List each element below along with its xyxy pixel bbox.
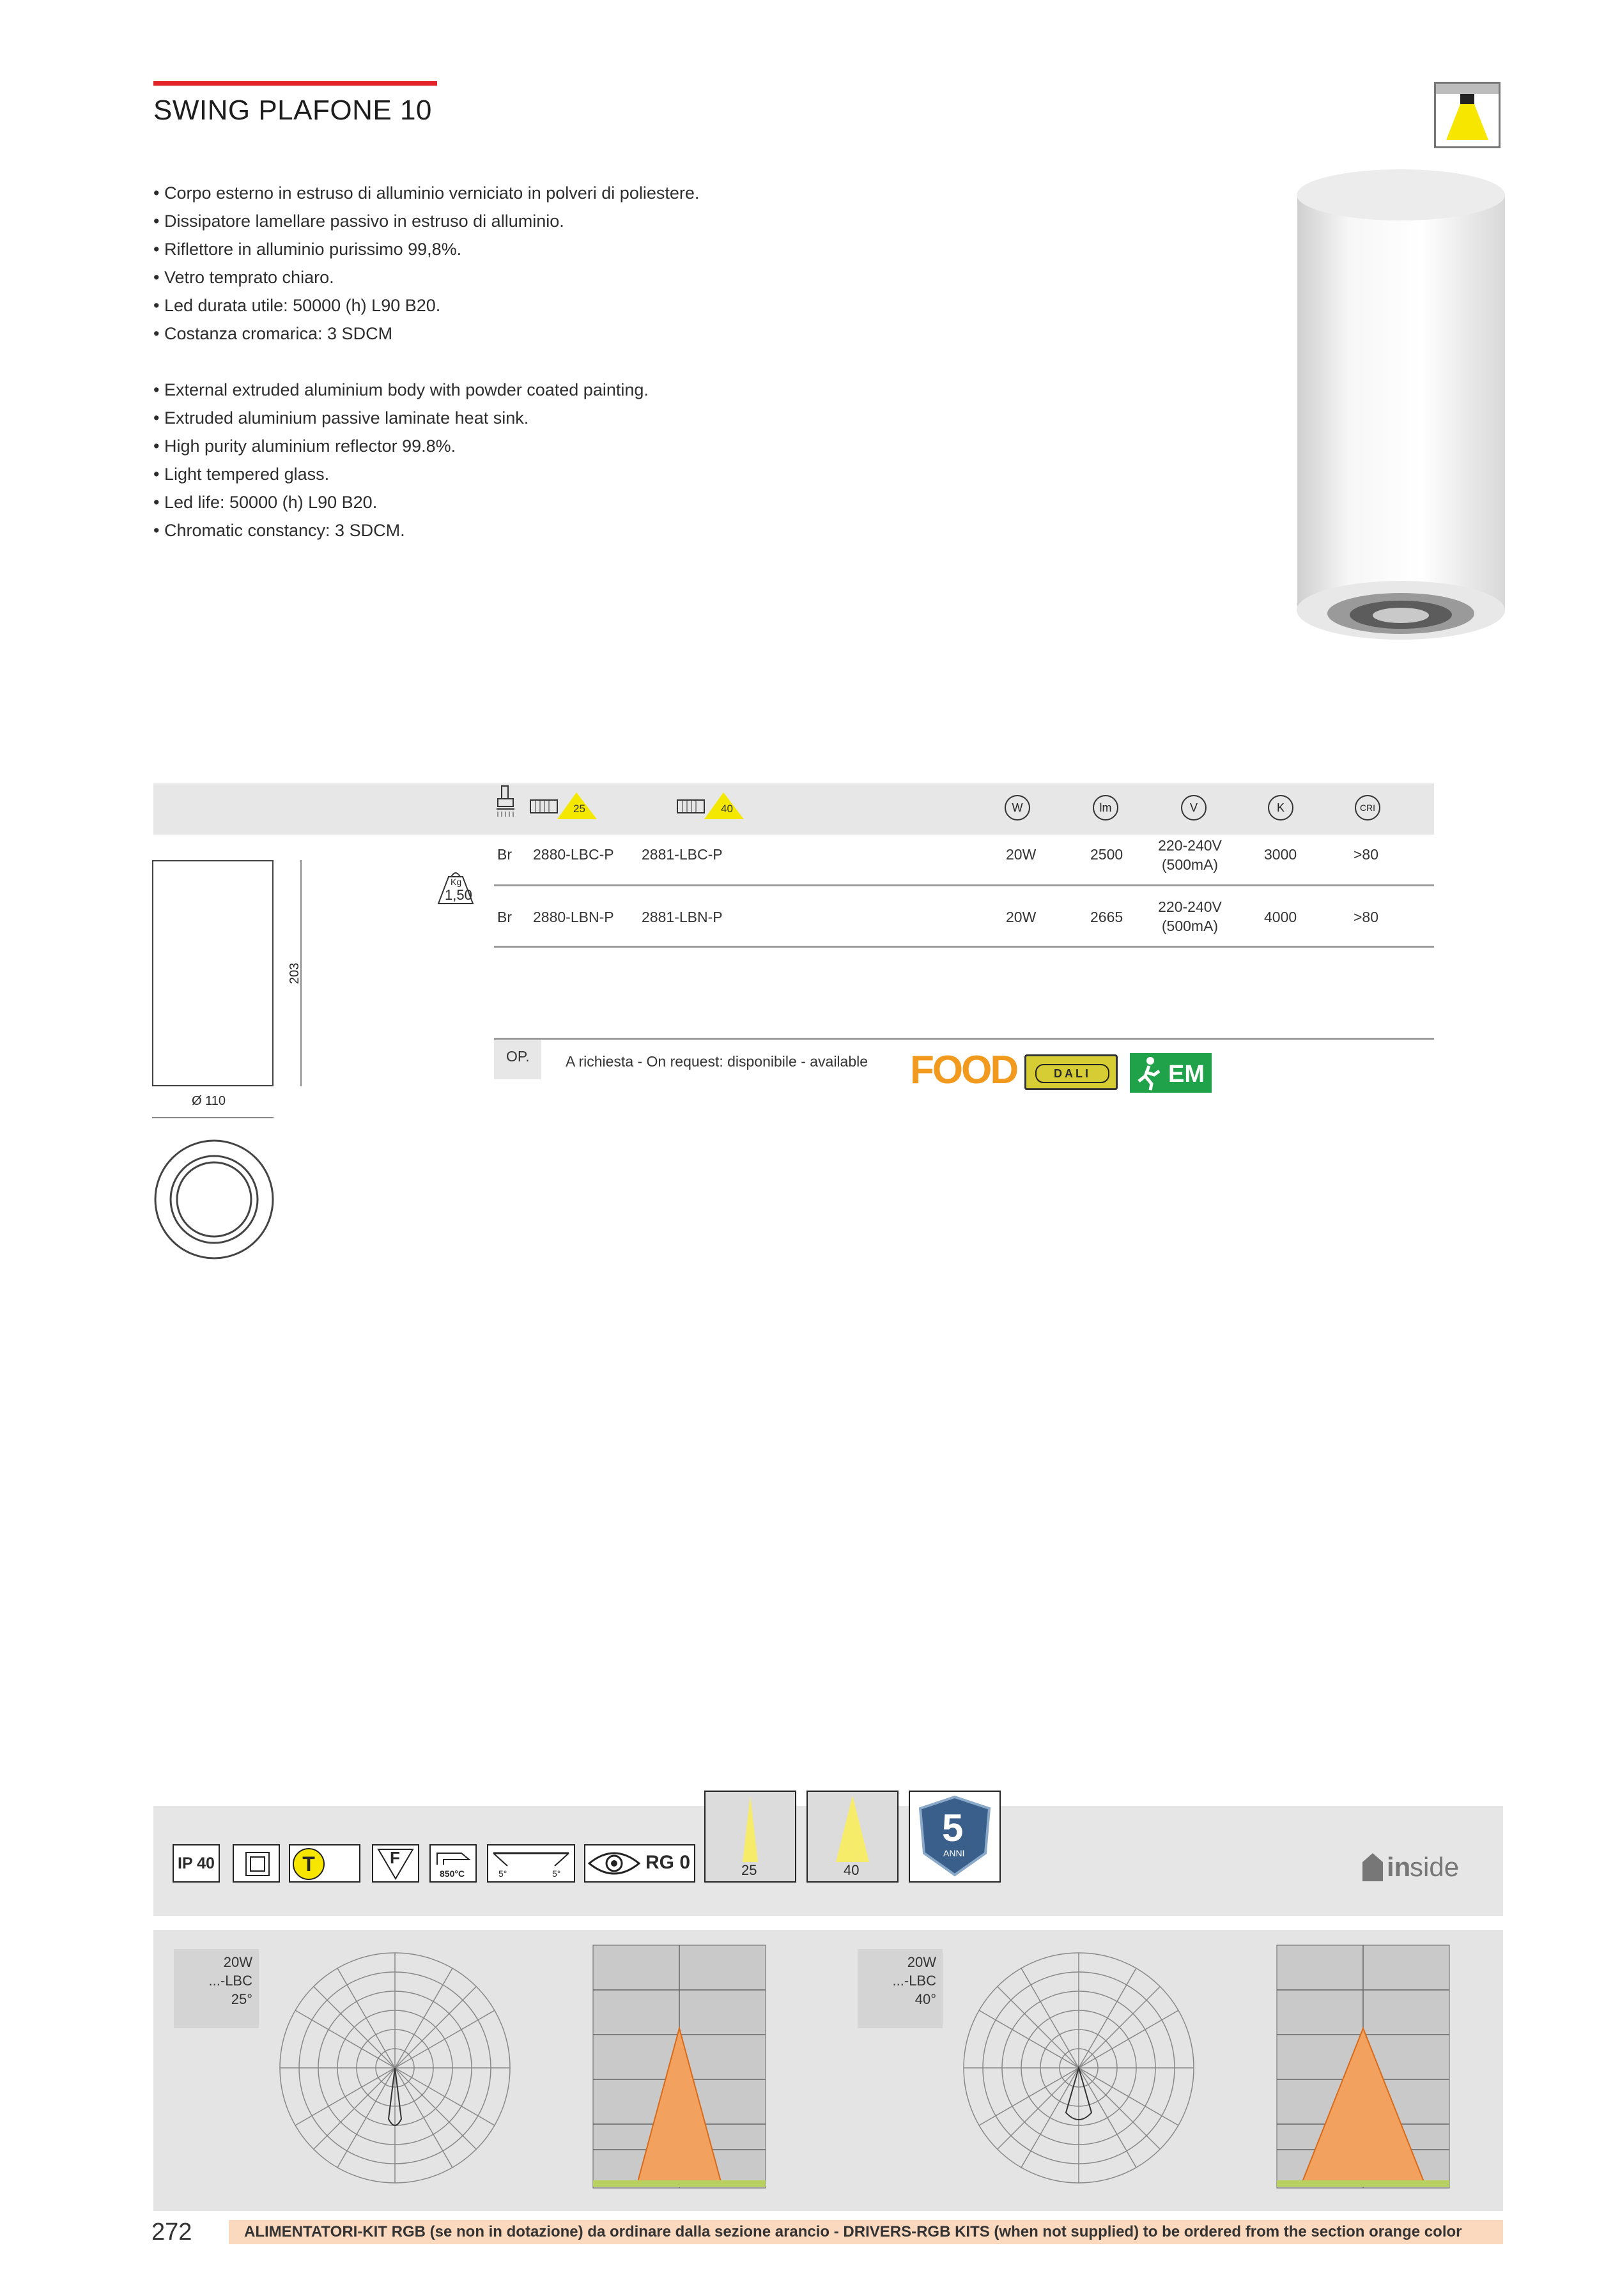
warranty-unit: ANNI [943,1848,965,1858]
row1-kelvin: 3000 [1264,846,1297,863]
row2-cri: >80 [1354,909,1379,925]
spec-table-header [153,783,1434,835]
isolux-diagram-25 [548,1932,810,2204]
beam-40-header-icon [676,791,746,824]
f-mark-icon [372,1844,419,1883]
row1-current: (500mA) [1161,856,1219,873]
desc-it-2: • Dissipatore lamellare passivo in estruso di alluminio. [153,212,564,231]
desc-it-4: • Vetro temprato chiaro. [153,268,334,287]
warranty-years: 5 [942,1807,964,1849]
product-photo [1291,169,1511,655]
isolux-diagram-40 [1232,1932,1494,2204]
row2-current: (500mA) [1161,918,1219,934]
desc-en-2: • Extruded aluminium passive laminate heat sink. [153,408,529,428]
desc-it-3: • Riflettore in alluminio purissimo 99,8%. [153,240,462,259]
f-mark-letter: F [390,1848,400,1867]
diameter-dimension: Ø 110 [192,1094,226,1108]
beam-40-icon [806,1791,899,1883]
desc-it-5: • Led durata utile: 50000 (h) L90 B20. [153,296,441,315]
desc-en-4: • Light tempered glass. [153,465,330,484]
glow-wire-icon [429,1844,477,1883]
class-2-icon [233,1844,280,1883]
house-icon [1361,1851,1384,1883]
drivers-note: ALIMENTATORI-KIT RGB (se non in dotazione) da ordinare dalla sezione arancio - DRIVERS-RGB KITS (when not supplied) to be ordered from the section orange color [229,2220,1503,2244]
polar-diagram-40 [951,1940,1207,2199]
row-divider [494,946,1434,948]
food-badge [910,1048,1017,1092]
em-badge [1130,1053,1212,1093]
page-title: SWING PLAFONE 10 [153,95,432,126]
height-dimension: 203 [288,962,302,984]
glow-wire-temp: 850°C [440,1868,465,1879]
beam-25-icon [704,1791,796,1883]
photobiological-risk-icon [584,1844,695,1883]
polar-diagram-25 [267,1940,523,2199]
t-protection-icon [289,1844,360,1883]
beam-25-header-icon [529,791,599,824]
desc-en-5: • Led life: 50000 (h) L90 B20. [153,493,378,512]
desc-it-1: • Corpo esterno in estruso di alluminio verniciato in polveri di poliestere. [153,183,700,203]
row1-watt: 20W [1006,846,1037,863]
kelvin-icon: K [1268,795,1293,821]
photometry-1-watt: 20W [223,1954,252,1970]
desc-en-6: • Chromatic constancy: 3 SDCM. [153,521,405,540]
row2-code40: 2881-LBN-P [642,909,723,925]
photometry-2-watt: 20W [907,1954,936,1970]
rg-rating: RG 0 [645,1852,691,1873]
row2-voltage [1157,897,1223,936]
beam-25-header-label: 25 [573,803,585,815]
volt-icon: V [1181,795,1207,821]
weight-icon [494,785,517,824]
lumen-icon: lm [1093,795,1118,821]
watt-icon: W [1005,795,1030,821]
page-number: 272 [151,2219,192,2246]
brand-in: in [1387,1852,1411,1882]
desc-en-1: • External extruded aluminium body with powder coated painting. [153,380,649,399]
title-accent-bar [153,81,437,86]
options-text: A richiesta - On request: disponibile - available [566,1053,868,1070]
adjustable-angle-icon [487,1844,575,1883]
diameter-dimension-line [152,1117,274,1118]
weight-badge [436,868,475,905]
ceiling-light-category-icon [1434,82,1501,148]
beam-40-label: 40 [844,1862,860,1878]
weight-unit: Kg [451,877,462,887]
row1-voltage [1157,836,1223,874]
t-protection-letter: T [293,1848,325,1880]
food-badge-text: FOOD [910,1048,1017,1092]
options-label: OP. [506,1048,530,1065]
row-divider [494,884,1434,886]
row2-volt: 220-240V [1158,898,1222,915]
row1-code40: 2881-LBC-P [642,846,723,863]
options-divider [494,1038,1434,1040]
inside-brand-logo [1361,1848,1463,1884]
row1-lumen: 2500 [1090,846,1123,863]
dali-badge [1024,1054,1118,1090]
photometry-1-code: ...-LBC [208,1973,252,1989]
brand-side: side [1410,1852,1460,1882]
top-view-drawing [153,1139,275,1263]
photometry-2-angle: 40° [914,1991,936,2007]
angle-left-label: 5° [498,1868,507,1879]
beam-25-label: 25 [741,1862,757,1878]
desc-en-3: • High purity aluminium reflector 99.8%. [153,436,456,456]
warranty-5-years-icon [909,1791,1001,1883]
eye-icon [585,1845,643,1881]
photometry-1-angle: 25° [231,1991,252,2007]
row1-finish: Br [497,846,512,863]
desc-it-6: • Costanza cromarica: 3 SDCM [153,324,393,343]
dali-badge-text: DALI [1035,1064,1109,1083]
row1-volt: 220-240V [1158,837,1222,854]
row2-kelvin: 4000 [1264,909,1297,925]
description-block [153,179,699,544]
row2-finish: Br [497,909,512,925]
cri-icon: CRI [1355,795,1380,821]
angle-right-label: 5° [552,1868,561,1879]
row1-cri: >80 [1354,846,1379,863]
photometry-2-code: ...-LBC [892,1973,936,1989]
weight-value: 1,50 [445,887,472,903]
ip-rating-badge: IP 40 [173,1844,220,1883]
row2-watt: 20W [1006,909,1037,925]
photometry-label-2 [858,1949,943,2028]
em-badge-text: EM [1168,1061,1205,1088]
row2-code25: 2880-LBN-P [533,909,614,925]
beam-40-header-label: 40 [721,803,733,815]
photometry-label-1 [174,1949,259,2028]
side-view-drawing [152,860,274,1086]
row1-code25: 2880-LBC-P [533,846,614,863]
exit-running-man-icon [1131,1053,1167,1093]
row2-lumen: 2665 [1090,909,1123,925]
